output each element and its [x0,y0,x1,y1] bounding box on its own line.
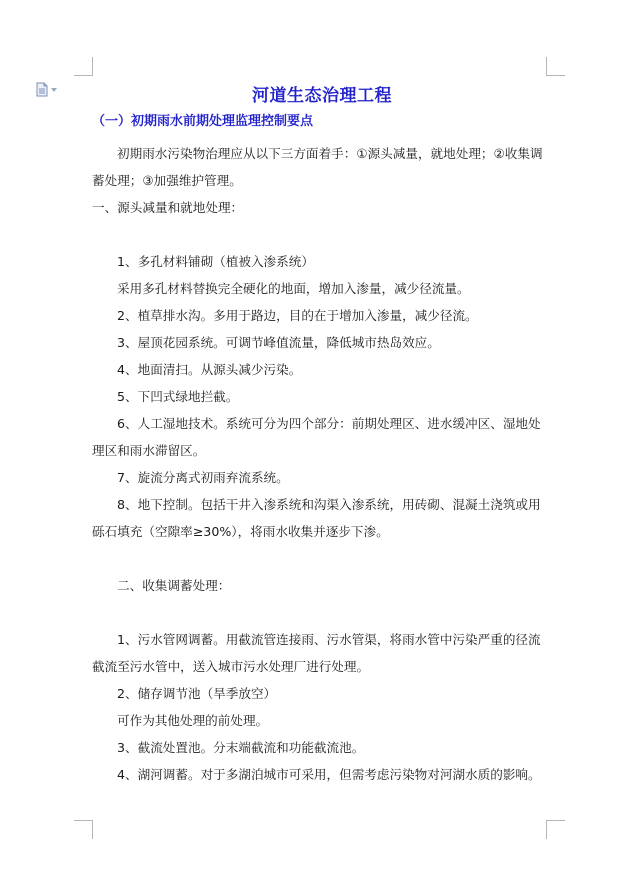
document-icon [36,82,48,97]
list-item: 2、储存调节池（旱季放空） [117,686,277,701]
document-body [92,84,552,788]
blank-line [92,599,552,626]
list-item: 3、截流处置池。分末端截流和功能截流池。 [117,740,365,755]
list-item: 2、植草排水沟。多用于路边，目的在于增加入渗量，减少径流。 [117,308,478,323]
list-item: 5、下凹式绿地拦截。 [117,389,239,404]
list-item: 1、多孔材料铺砌（植被入渗系统） [117,254,314,269]
section-heading: 一、源头减量和就地处理： [92,200,244,215]
list-item-continuation: 理区和雨水滞留区。 [92,443,206,458]
intro-paragraph-line: 初期雨水污染物治理应从以下三方面着手：①源头减量，就地处理；②收集调 [117,146,543,161]
document-menu-button[interactable] [36,82,57,97]
section-heading: 二、收集调蓄处理： [117,578,231,593]
list-item: 可作为其他处理的前处理。 [117,713,269,728]
list-item: 3、屋顶花园系统。可调节峰值流量，降低城市热岛效应。 [117,335,440,350]
blank-line [92,545,552,572]
list-item: 4、湖河调蓄。对于多湖泊城市可采用，但需考虑污染物对河湖水质的影响。 [117,767,541,782]
list-item-continuation: 截流至污水管中，送入城市污水处理厂进行处理。 [92,659,370,674]
document-title: 河道生态治理工程 [252,86,392,106]
list-item-continuation: 砾石填充（空隙率≥30%），将雨水收集并逐步下渗。 [92,524,389,539]
list-item: 1、污水管网调蓄。用截流管连接雨、污水管渠，将雨水管中污染严重的径流 [117,632,541,647]
blank-line [92,221,552,248]
chevron-down-icon [51,88,57,92]
list-item: 7、旋流分离式初雨弃流系统。 [117,470,289,485]
list-item: 采用多孔材料替换完全硬化的地面，增加入渗量，减少径流量。 [117,281,470,296]
page-corner-mark-top-right [546,57,565,76]
page-corner-mark-bottom-left [74,820,93,839]
section-subheading: （一）初期雨水前期处理监理控制要点 [92,114,314,129]
list-item: 4、地面清扫。从源头减少污染。 [117,362,302,377]
list-item: 6、人工湿地技术。系统可分为四个部分：前期处理区、进水缓冲区、湿地处 [117,416,541,431]
intro-paragraph-line: 蓄处理；③加强维护管理。 [92,173,242,188]
page-corner-mark-bottom-right [546,820,565,839]
list-item: 8、地下控制。包括干井入渗系统和沟渠入渗系统，用砖砌、混凝土浇筑或用 [117,497,541,512]
page-corner-mark-top-left [74,57,93,76]
